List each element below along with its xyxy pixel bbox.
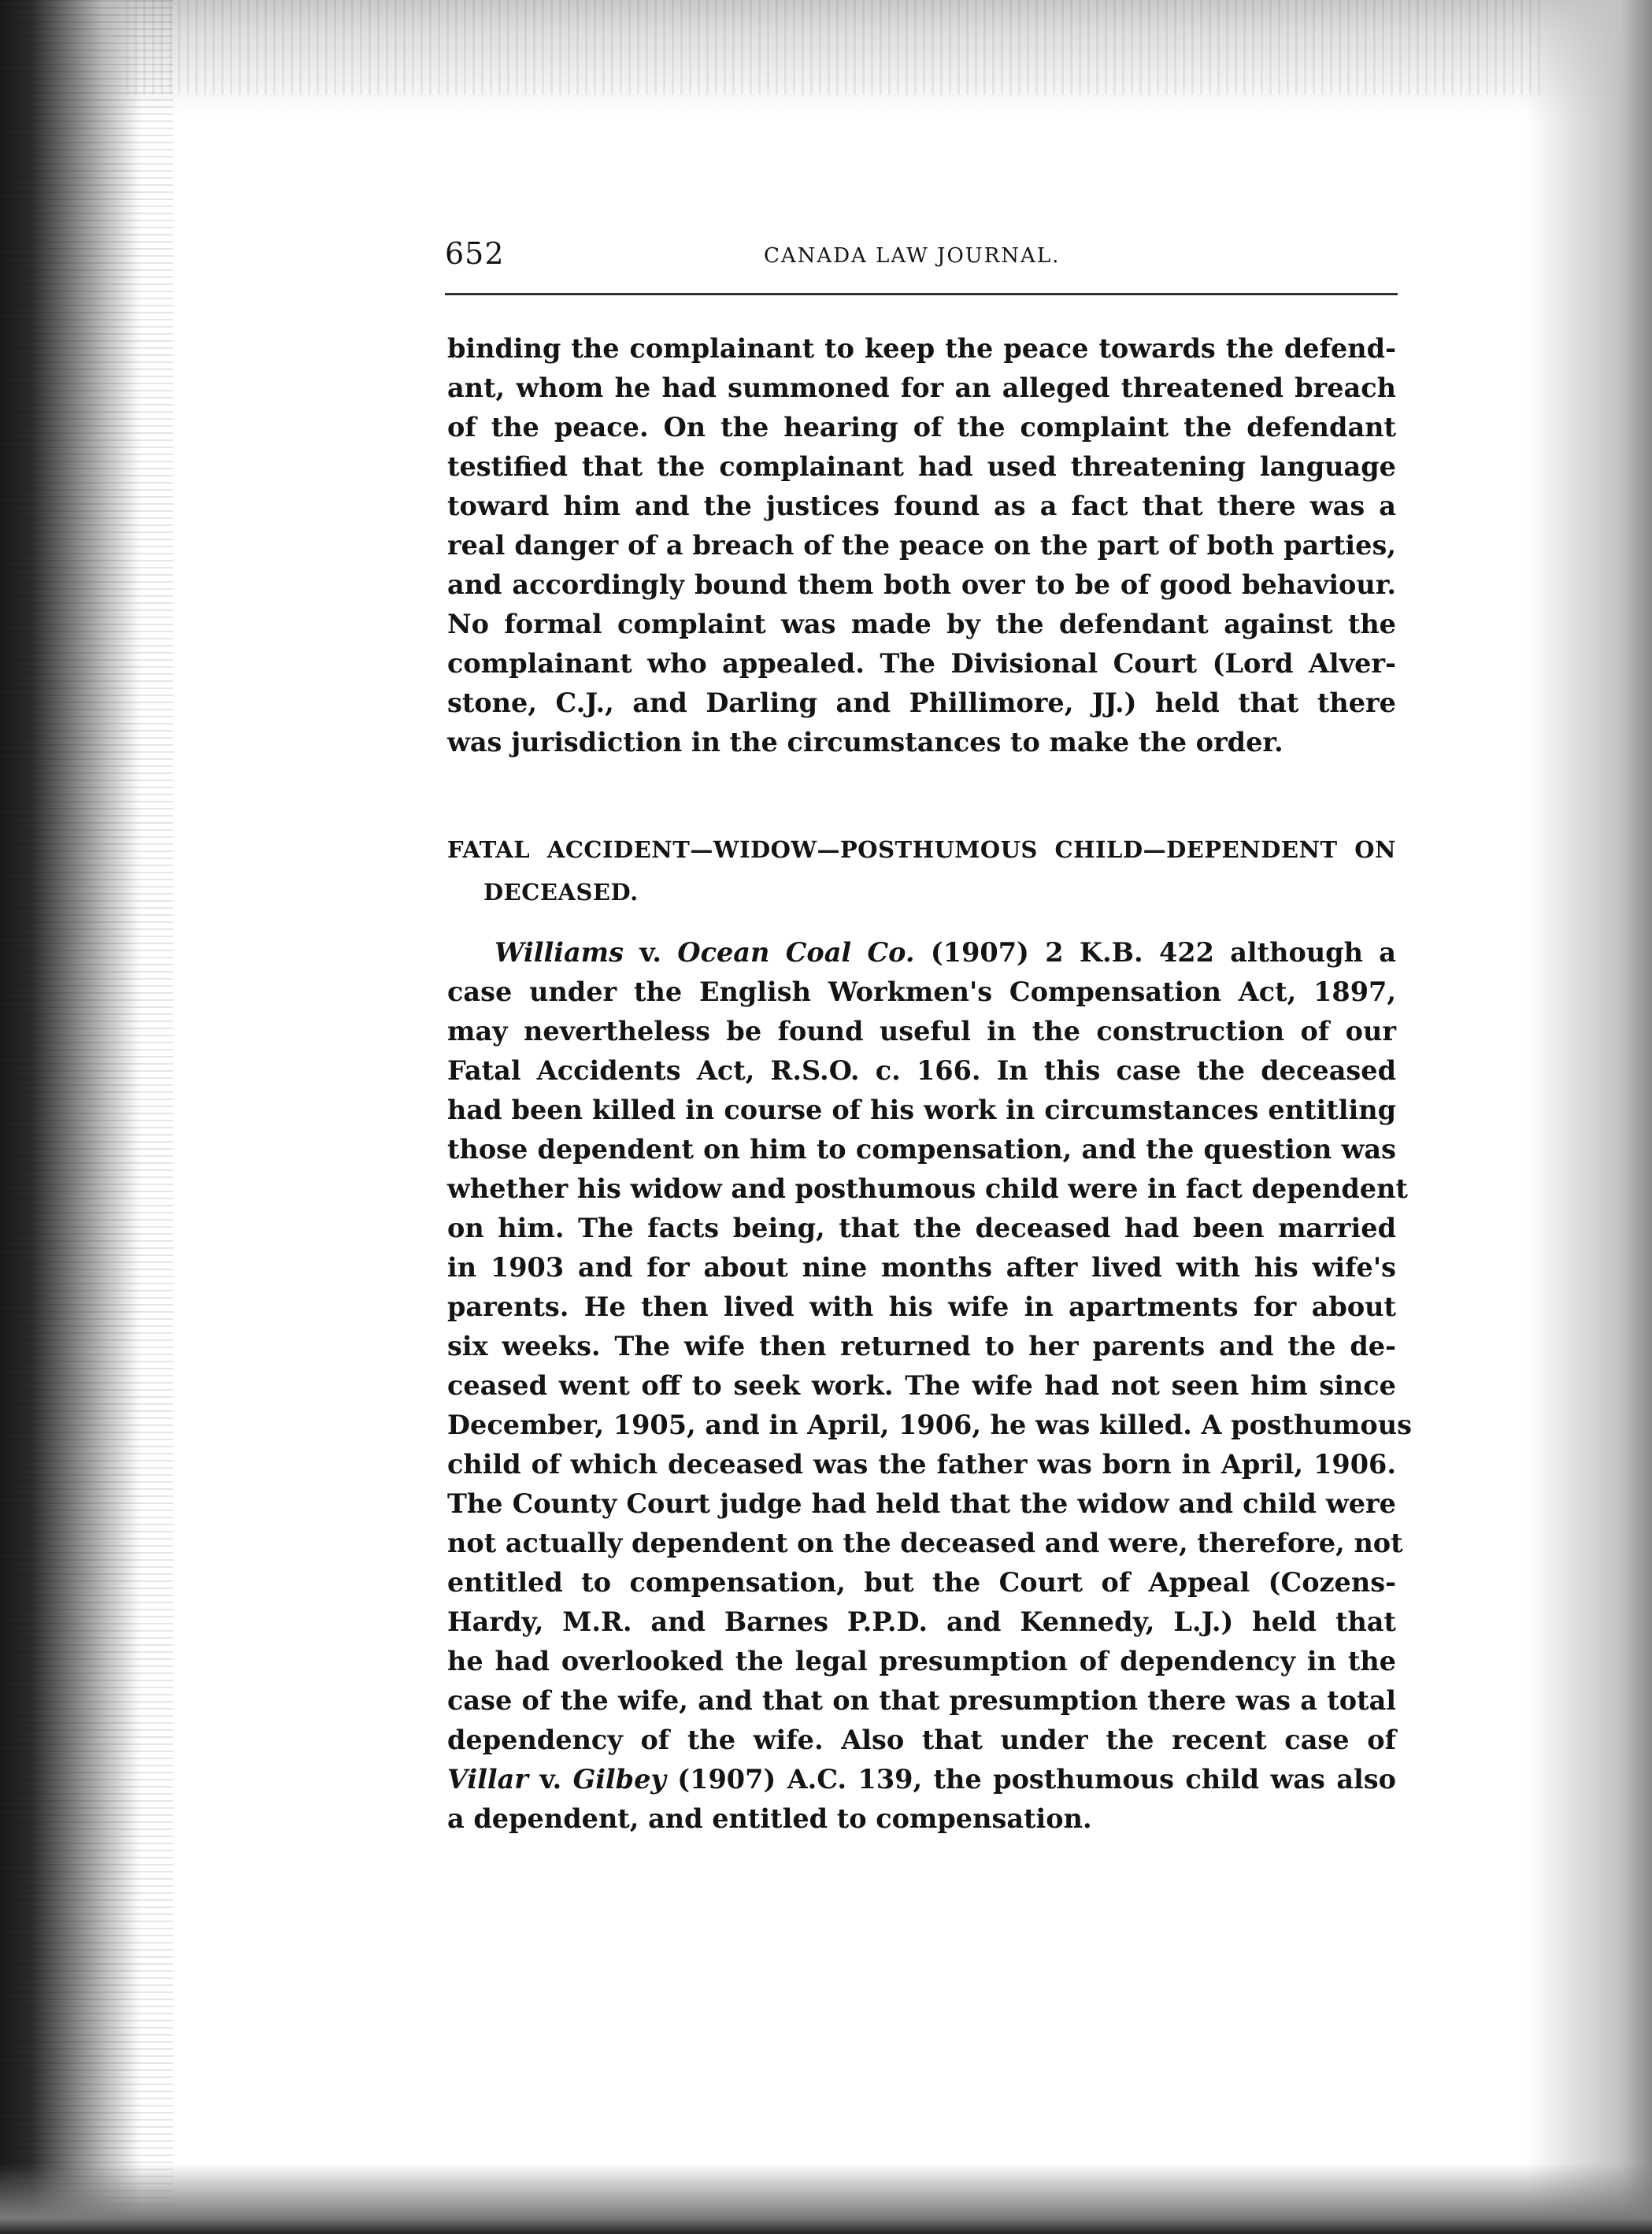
case-party-defendant: Ocean Coal Co. (677, 937, 915, 968)
case-party-plaintiff: Villar (447, 1764, 528, 1795)
text-line: a dependent, and entitled to compensation. (447, 1803, 1092, 1834)
page-number: 652 (445, 236, 505, 271)
text-line: may nevertheless be found useful in the construction of our (447, 1016, 1396, 1047)
text-line: ceased went off to seek work. The wife had not seen him since (447, 1370, 1396, 1401)
text-line: and accordingly bound them both over to be of good behaviour. (447, 569, 1396, 600)
heading-line: FATAL ACCIDENT—WIDOW—POSTHUMOUS CHILD—DEPENDENT ON (447, 836, 1396, 863)
text-line: Fatal Accidents Act, R.S.O. c. 166. In this case the deceased (447, 1055, 1396, 1086)
case-citation-line: Williams v. Ocean Coal Co. (1907) 2 K.B. 422 although a (494, 937, 1397, 968)
page-header (445, 236, 1398, 283)
scan-top-noise (126, 0, 1543, 94)
scan-right-edge (1526, 0, 1652, 2234)
section-heading (447, 828, 1396, 913)
running-head: CANADA LAW JOURNAL. (764, 244, 1061, 268)
paragraph-1 (447, 329, 1396, 762)
case-party-defendant: Gilbey (572, 1764, 666, 1795)
case-citation-line: Villar v. Gilbey (1907) A.C. 139, the posthumous child was also (447, 1764, 1396, 1795)
text-line: ant, whom he had summoned for an alleged threatened breach (447, 372, 1396, 403)
text-line: dependency of the wife. Also that under the recent case of (447, 1725, 1396, 1755)
text-line: in 1903 and for about nine months after lived with his wife's (447, 1252, 1396, 1283)
header-rule (445, 293, 1398, 295)
text-line: had been killed in course of his work in circumstances entitling (447, 1095, 1396, 1125)
text-line: those dependent on him to compensation, and the question was (447, 1134, 1396, 1165)
text-line: was jurisdiction in the circumstances to make the order. (447, 727, 1283, 758)
text-line: of the peace. On the hearing of the complaint the defendant (447, 412, 1396, 443)
text-line: The County Court judge had held that the widow and child were (447, 1488, 1396, 1519)
text-line: case of the wife, and that on that presumption there was a total (447, 1685, 1396, 1716)
text-line: real danger of a breach of the peace on the part of both parties, (447, 530, 1396, 561)
paragraph-2 (447, 933, 1412, 1839)
text-line: December, 1905, and in April, 1906, he was killed. A posthumous (447, 1410, 1412, 1440)
text-line: complainant who appealed. The Divisional Court (Lord Alver- (447, 648, 1396, 679)
scan-bottom-edge (0, 2163, 1652, 2234)
text-line: child of which deceased was the father was born in April, 1906. (447, 1449, 1396, 1480)
text-line: case under the English Workmen's Compensation Act, 1897, (447, 976, 1396, 1007)
text-line: he had overlooked the legal presumption of dependency in the (447, 1646, 1396, 1676)
heading-line: DECEASED. (483, 879, 639, 906)
text-line: binding the complainant to keep the peace towards the defend- (447, 333, 1396, 364)
text-line: on him. The facts being, that the deceased had been married (447, 1213, 1396, 1243)
text-line: Hardy, M.R. and Barnes P.P.D. and Kennedy, L.J.) held that (447, 1606, 1396, 1637)
text-line: six weeks. The wife then returned to her parents and the de- (447, 1331, 1396, 1362)
text-line: parents. He then lived with his wife in apartments for about (447, 1291, 1396, 1322)
text-line: stone, C.J., and Darling and Phillimore, JJ.) held that there (447, 687, 1396, 718)
scan-left-noise (0, 0, 173, 2234)
text-line: whether his widow and posthumous child were in fact dependent (447, 1173, 1408, 1204)
text-line: No formal complaint was made by the defendant against the (447, 609, 1396, 639)
text-line: toward him and the justices found as a fact that there was a (447, 491, 1396, 521)
text-line: not actually dependent on the deceased and were, therefore, not (447, 1528, 1403, 1558)
case-party-plaintiff: Williams (494, 937, 624, 968)
text-line: testified that the complainant had used threatening language (447, 451, 1396, 482)
text-line: entitled to compensation, but the Court of Appeal (Cozens- (447, 1567, 1396, 1598)
